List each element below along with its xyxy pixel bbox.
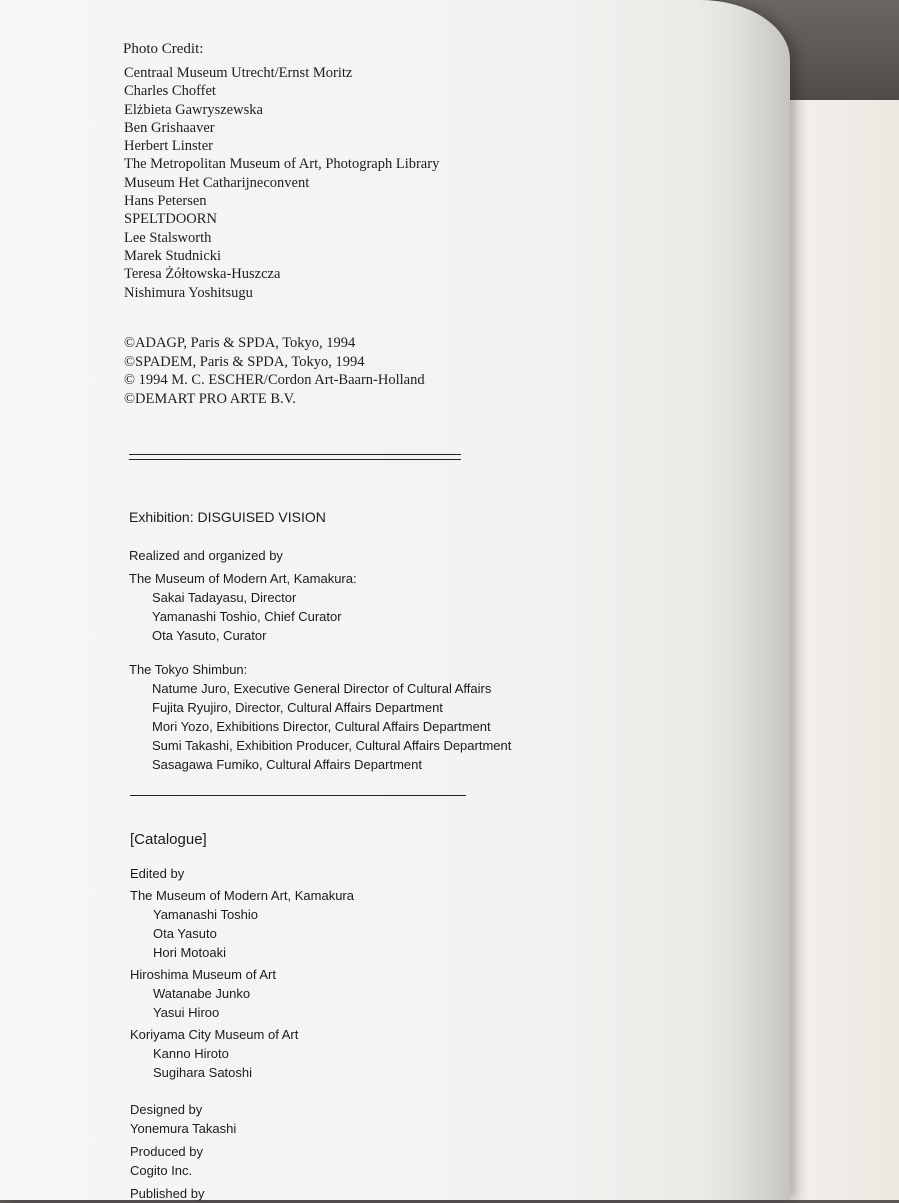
organizer-newspaper-block	[129, 660, 511, 774]
credit-line: Nishimura Yoshitsugu	[124, 284, 253, 301]
catalogue-person: Yamanashi Toshio	[153, 907, 259, 922]
published-label: Published by	[130, 1186, 205, 1201]
page-curl-shade	[700, 0, 790, 1200]
staff-line: Sasagawa Fumiko, Cultural Affairs Department	[152, 757, 422, 772]
catalogue-credits	[130, 864, 354, 1203]
photo-credit-heading: Photo Credit:	[123, 41, 204, 57]
museum-name: The Museum of Modern Art, Kamakura:	[129, 571, 357, 586]
double-rule-divider	[129, 454, 461, 460]
catalogue-org: Hiroshima Museum of Art	[130, 967, 276, 982]
staff-line: Natume Juro, Executive General Director of Cultural Affairs	[152, 681, 492, 696]
copyright-list	[124, 334, 425, 408]
catalogue-person: Watanabe Junko	[153, 986, 251, 1001]
producer-name: Cogito Inc.	[130, 1163, 193, 1178]
catalogue-org: The Museum of Modern Art, Kamakura	[130, 888, 354, 903]
designed-label: Designed by	[130, 1102, 203, 1117]
credit-line: Lee Stalsworth	[124, 229, 212, 246]
staff-line: Sumi Takashi, Exhibition Producer, Cultural Affairs Department	[152, 738, 512, 753]
realized-label: Realized and organized by	[129, 548, 283, 563]
catalogue-person: Hori Motoaki	[153, 945, 226, 960]
credit-line: Hans Petersen	[124, 193, 207, 210]
exhibition-title: Exhibition: DISGUISED VISION	[129, 509, 326, 525]
organizer-museum-block	[129, 546, 357, 645]
catalogue-person: Sugihara Satoshi	[153, 1065, 253, 1080]
staff-line: Yamanashi Toshio, Chief Curator	[152, 609, 342, 624]
copyright-line: ©SPADEM, Paris & SPDA, Tokyo, 1994	[124, 353, 365, 370]
credit-line: Centraal Museum Utrecht/Ernst Moritz	[124, 65, 353, 81]
staff-line: Mori Yozo, Exhibitions Director, Cultural Affairs Department	[152, 719, 491, 734]
designer-name: Yonemura Takashi	[130, 1121, 237, 1136]
photo-credit-list	[124, 64, 439, 302]
edited-label: Edited by	[130, 866, 185, 881]
credit-line: Ben Grishaaver	[124, 119, 215, 136]
credit-line: Marek Studnicki	[124, 247, 222, 264]
copyright-line: © 1994 M. C. ESCHER/Cordon Art-Baarn-Holland	[124, 372, 425, 389]
credit-line: Teresa Żółtowska-Huszcza	[124, 266, 281, 283]
credit-line: SPELTDOORN	[124, 211, 217, 228]
catalogue-org: Koriyama City Museum of Art	[130, 1027, 299, 1042]
credit-line: Herbert Linster	[124, 138, 213, 155]
newspaper-name: The Tokyo Shimbun:	[129, 662, 248, 677]
credit-line: Elżbieta Gawryszewska	[124, 101, 263, 118]
copyright-line: ©DEMART PRO ARTE B.V.	[124, 390, 296, 407]
produced-label: Produced by	[130, 1144, 203, 1159]
staff-line: Fujita Ryujiro, Director, Cultural Affairs Department	[152, 700, 443, 715]
credit-line: Museum Het Catharijneconvent	[124, 174, 310, 191]
catalogue-person: Ota Yasuto	[153, 926, 217, 941]
catalogue-person: Kanno Hiroto	[153, 1046, 229, 1061]
staff-line: Sakai Tadayasu, Director	[152, 590, 297, 605]
credit-line: The Metropolitan Museum of Art, Photograph Library	[124, 156, 440, 173]
staff-line: Ota Yasuto, Curator	[152, 628, 267, 643]
catalogue-heading: [Catalogue]	[130, 831, 207, 848]
copyright-line: ©ADAGP, Paris & SPDA, Tokyo, 1994	[124, 335, 356, 351]
credit-line: Charles Choffet	[124, 83, 216, 100]
catalogue-person: Yasui Hiroo	[153, 1005, 220, 1020]
single-rule-divider	[130, 795, 466, 796]
